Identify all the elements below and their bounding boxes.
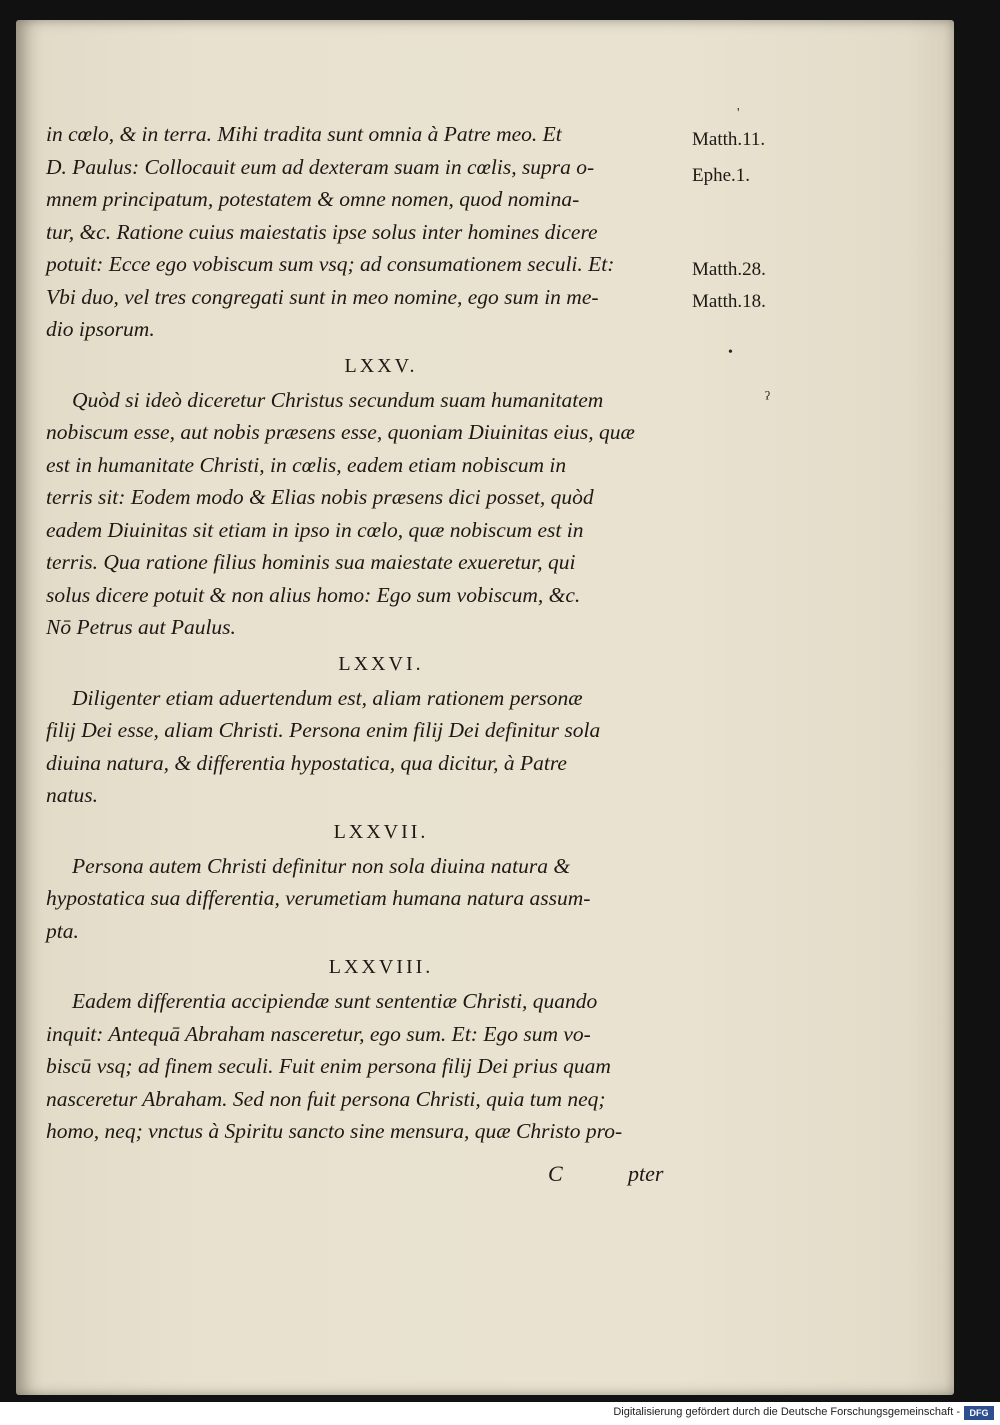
paragraph-intro (46, 118, 696, 346)
text-line: in cœlo, & in terra. Mihi tradita sunt omnia à Patre meo. Et (46, 122, 562, 146)
catchword: pter (628, 1161, 664, 1186)
footer-bar (0, 1402, 1000, 1425)
text-line: biscū vsq; ad finem seculi. Fuit enim persona filij Dei prius quam (46, 1054, 611, 1078)
text-line: Vbi duo, vel tres congregati sunt in meo nomine, ego sum in me- (46, 284, 599, 309)
text-line: Nō Petrus aut Paulus. (46, 615, 236, 639)
section-heading-lxxvii: LXXVII. (333, 820, 429, 843)
ink-speck: • (728, 345, 733, 360)
text-line: nasceretur Abraham. Sed non fuit persona Christi, quia tum neq; (46, 1086, 606, 1111)
text-line: Persona autem Christi definitur non sola diuina natura & (72, 853, 571, 878)
margin-note: Matth.28. (692, 259, 766, 280)
paragraph-lxxviii (46, 985, 696, 1148)
text-line: mnem principatum, potestatem & omne nomen, quod nomina- (46, 187, 580, 211)
text-line: homo, neq; vnctus à Spiritu sancto sine mensura, quæ Christo pro- (46, 1119, 623, 1143)
paragraph-lxxvi (46, 682, 696, 812)
paragraph-lxxvii (46, 850, 696, 948)
section-heading-lxxv: LXXV. (344, 354, 418, 377)
text-line: est in humanitate Christi, in cœlis, eadem etiam nobiscum in (46, 452, 567, 477)
text-line: Diligenter etiam aduertendum est, aliam rationem personæ (72, 685, 583, 710)
margin-note: Matth.11. (692, 129, 766, 150)
text-line: Eadem differentia accipiendæ sunt sententiæ Christi, quando (72, 989, 598, 1013)
funding-credit: Digitalisierung gefördert durch die Deutsche Forschungsgemeinschaft - (613, 1406, 960, 1418)
margin-note: Ephe.1. (692, 165, 751, 186)
text-line: solus dicere potuit & non alius homo: Ego sum vobiscum, &c. (46, 582, 581, 607)
dfg-logo: DFG (964, 1406, 994, 1420)
signature-mark: C (548, 1161, 563, 1186)
ink-speck: ˀ (765, 388, 770, 410)
text-line: eadem Diuinitas sit etiam in ipso in cœlo, quæ nobiscum est in (46, 517, 584, 542)
text-line: dio ipsorum. (46, 317, 155, 341)
text-line: nobiscum esse, aut nobis præsens esse, quoniam Diuinitas eius, quæ (46, 420, 635, 444)
section-heading-lxxviii: LXXVIII. (328, 956, 434, 978)
text-line: hypostatica sua differentia, verumetiam humana natura assum- (46, 886, 591, 910)
text-line: D. Paulus: Collocauit eum ad dexteram suam in cœlis, supra o- (46, 154, 595, 179)
paragraph-lxxv (46, 384, 696, 644)
margin-note: Matth.18. (692, 291, 766, 312)
text-line: natus. (46, 783, 98, 807)
main-text (46, 118, 696, 1148)
text-line: terris. Qua ratione filius hominis sua maiestate exueretur, qui (46, 550, 576, 574)
text-line: tur, &c. Ratione cuius maiestatis ipse solus inter homines dicere (46, 219, 598, 244)
text-line: filij Dei esse, aliam Christi. Persona enim filij Dei definitur sola (46, 718, 601, 742)
ink-speck: ' (737, 106, 740, 121)
text-line: potuit: Ecce ego vobiscum sum vsq; ad consumationem seculi. Et: (46, 252, 615, 276)
text-line: Quòd si ideò diceretur Christus secundum suam humanitatem (72, 387, 604, 412)
section-heading-lxxvi: LXXVI. (338, 652, 424, 675)
text-line: diuina natura, & differentia hypostatica, qua dicitur, à Patre (46, 750, 567, 775)
text-line: pta. (46, 918, 79, 943)
text-line: terris sit: Eodem modo & Elias nobis præsens dici posset, quòd (46, 485, 594, 509)
text-line: inquit: Antequā Abraham nasceretur, ego sum. Et: Ego sum vo- (46, 1021, 591, 1046)
